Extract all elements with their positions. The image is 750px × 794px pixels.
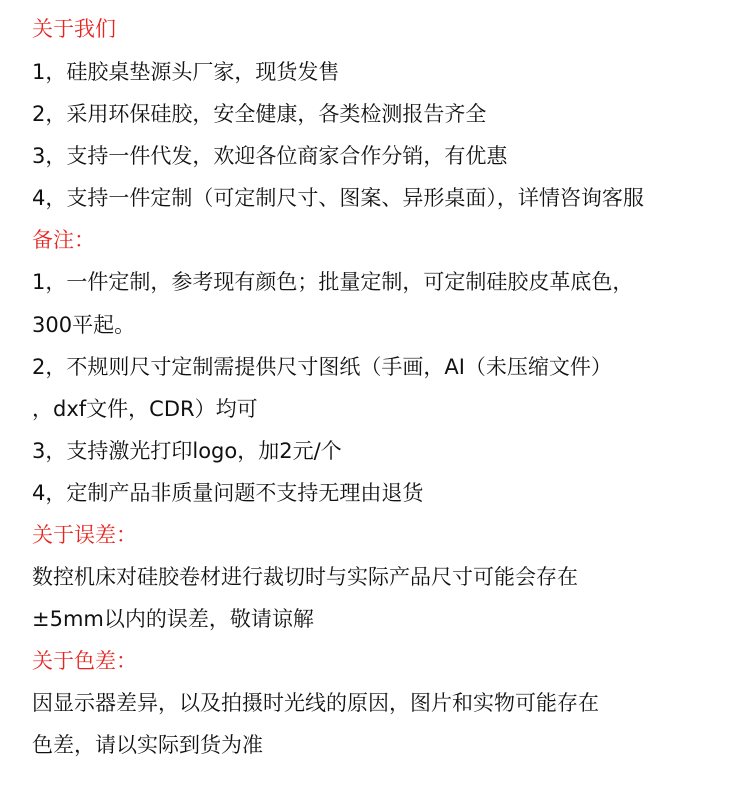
notes-line: 300平起。: [32, 313, 136, 337]
notes-line: ，dxf文件，CDR）均可: [32, 397, 258, 421]
about-us-item: 1，硅胶桌垫源头厂家，现货发售: [32, 60, 340, 84]
color-line: 色差，请以实际到货为准: [32, 733, 263, 757]
notes-line: 3，支持激光打印logo，加2元/个: [32, 439, 342, 463]
about-us-heading: 关于我们: [32, 17, 116, 41]
notes-line: 4，定制产品非质量问题不支持无理由退货: [32, 481, 424, 505]
about-us-item: 3，支持一件代发，欢迎各位商家合作分销，有优惠: [32, 144, 508, 168]
notes-line: 2，不规则尺寸定制需提供尺寸图纸（手画，AI（未压缩文件）: [32, 355, 612, 379]
error-heading: 关于误差：: [32, 523, 137, 547]
error-line: 数控机床对硅胶卷材进行裁切时与实际产品尺寸可能会存在: [32, 565, 578, 589]
notes-heading: 备注：: [32, 228, 95, 252]
notes-line: 1，一件定制，参考现有颜色；批量定制，可定制硅胶皮革底色，: [32, 270, 634, 294]
about-us-item: 4，支持一件定制（可定制尺寸、图案、异形桌面），详情咨询客服: [32, 186, 644, 210]
color-line: 因显示器差异，以及拍摄时光线的原因，图片和实物可能存在: [32, 691, 599, 715]
about-us-item: 2，采用环保硅胶，安全健康，各类检测报告齐全: [32, 102, 487, 126]
color-heading: 关于色差：: [32, 649, 137, 673]
error-line: ±5mm以内的误差，敬请谅解: [32, 607, 314, 631]
